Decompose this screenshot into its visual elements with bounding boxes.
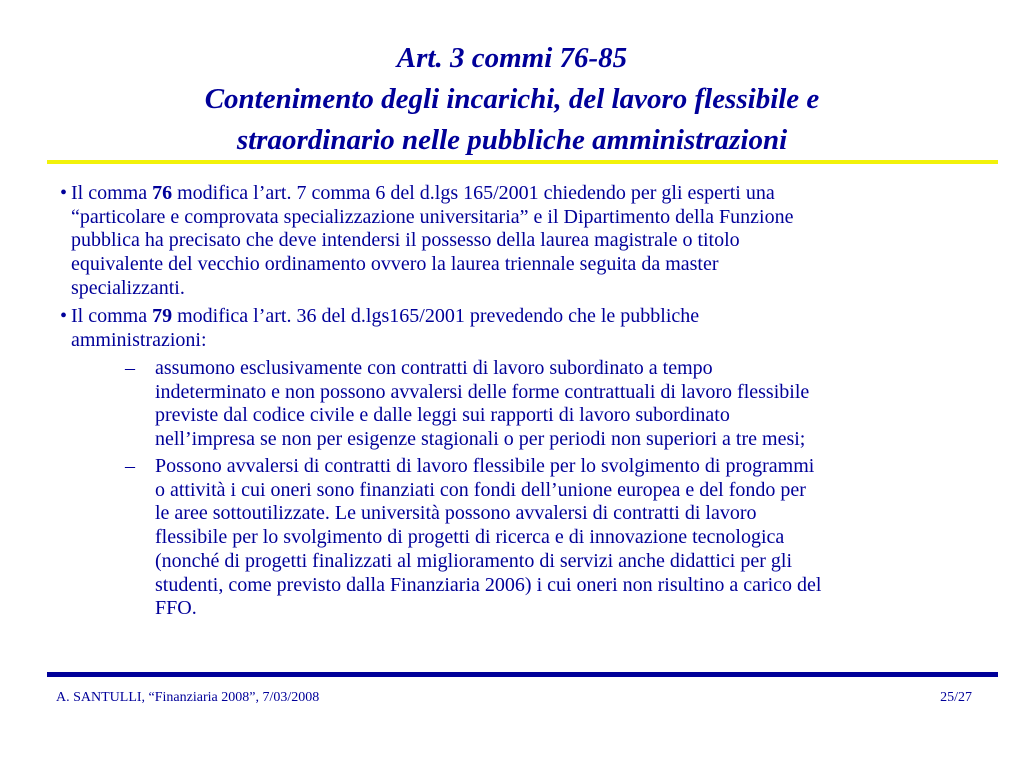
text-line: equivalente del vecchio ordinamento ovvero la laurea triennale seguita da master: [71, 253, 719, 276]
footer-author: A. SANTULLI, “Finanziaria 2008”, 7/03/2008: [56, 690, 320, 705]
bullet-icon: •: [60, 305, 68, 327]
sub-item-1: [125, 357, 810, 452]
title-divider: [47, 160, 998, 164]
title-line: Art. 3 commi 76-85: [396, 42, 628, 74]
text: Il comma: [71, 182, 153, 204]
page-number: 25/27: [940, 690, 972, 705]
text-line: amministrazioni:: [71, 328, 207, 351]
text: modifica l’art. 7 comma 6 del d.lgs 165/2001 chiedendo per gli esperti una: [172, 182, 775, 204]
comma-number: 76: [152, 182, 173, 204]
title-line: Contenimento degli incarichi, del lavoro flessibile e: [204, 83, 820, 115]
footer-divider: [47, 672, 998, 677]
comma-number: 79: [152, 305, 173, 327]
text: modifica l’art. 36 del d.lgs165/2001 prevedendo che le pubbliche: [172, 305, 700, 327]
slide-title: [0, 38, 1024, 161]
text-line: flessibile per lo svolgimento di progetti di ricerca e di innovazione tecnologica: [155, 526, 785, 549]
bullet-icon: •: [60, 182, 68, 204]
text-line: studenti, come previsto dalla Finanziaria 2006) i cui oneri non risultino a carico del: [155, 573, 822, 596]
text-line: o attività i cui oneri sono finanziati con fondi dell’unione europea e del fondo per: [155, 478, 806, 501]
text-line: pubblica ha precisato che deve intendersi il possesso della laurea magistrale o titolo: [71, 229, 740, 252]
text-line: FFO.: [155, 597, 197, 620]
bullet-comma-79: [60, 305, 700, 352]
text-line: le aree sottoutilizzate. Le università possono avvalersi di contratti di lavoro: [155, 502, 757, 525]
text-line: nell’impresa se non per esigenze stagionali o per periodi non superiori a tre mesi;: [155, 428, 806, 451]
sub-item-2: [125, 455, 822, 621]
title-line: straordinario nelle pubbliche amministrazioni: [236, 124, 788, 156]
text-line: assumono esclusivamente con contratti di lavoro subordinato a tempo: [155, 357, 713, 379]
text-line: (nonché di progetti finalizzati al miglioramento di servizi anche didattici per gli: [155, 549, 793, 572]
text-line: indeterminato e non possono avvalersi delle forme contrattuali di lavoro flessibile: [155, 380, 810, 403]
bullet-comma-76: [60, 182, 794, 301]
text-line: Possono avvalersi di contratti di lavoro flessibile per lo svolgimento di programmi: [155, 455, 815, 477]
dash-icon: –: [125, 455, 135, 477]
dash-icon: –: [125, 357, 135, 379]
text-line: previste dal codice civile e dalle leggi sui rapporti di lavoro subordinato: [155, 404, 730, 427]
text: Il comma: [71, 305, 153, 327]
text-line: specializzanti.: [71, 276, 185, 299]
text-line: “particolare e comprovata specializzazione universitaria” e il Dipartimento della Funzione: [71, 205, 794, 228]
